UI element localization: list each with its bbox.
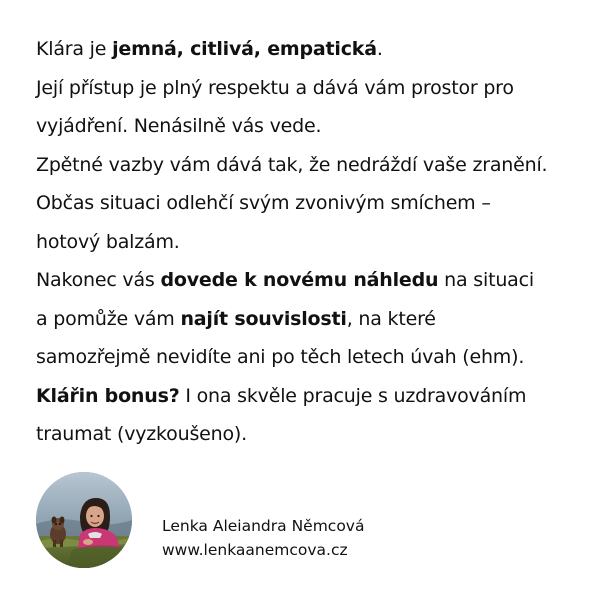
- testimonial-text: [36, 30, 588, 454]
- text-segment: Klára je: [36, 38, 113, 60]
- text-segment: , na které: [346, 307, 436, 330]
- text-segment: Nakonec vás: [36, 269, 161, 291]
- testimonial-line: Její přístup je plný respektu a dává vám prostor pro: [36, 76, 514, 99]
- testimonial-line: hotový balzám.: [36, 230, 180, 253]
- text-segment: I ona skvěle pracuje s uzdravováním: [179, 384, 527, 407]
- author-block: [36, 472, 556, 572]
- bold-highlight: jemná, citlivá, empatická: [112, 38, 377, 60]
- author-name: Lenka Aleiandra Němcová: [162, 517, 365, 535]
- bold-highlight: Klářin bonus?: [36, 384, 180, 407]
- text-segment: na situaci: [438, 269, 534, 291]
- testimonial-line: [36, 30, 588, 69]
- testimonial-line: Zpětné vazby vám dává tak, že nedráždí vaše zranění.: [36, 153, 548, 176]
- bold-highlight: dovede k novému náhledu: [160, 269, 439, 291]
- testimonial-line: [36, 261, 588, 300]
- bold-highlight: najít souvislosti: [180, 307, 347, 330]
- testimonial-line: [36, 300, 588, 339]
- text-segment: .: [376, 38, 383, 60]
- testimonial-line: vyjádření. Nenásilně vás vede.: [36, 115, 322, 137]
- avatar: [36, 472, 132, 568]
- testimonial-line: Občas situaci odlehčí svým zvonivým smíchem –: [36, 192, 491, 214]
- avatar-photo-icon: [36, 472, 132, 568]
- testimonial-line: traumat (vyzkoušeno).: [36, 423, 247, 445]
- author-info: [162, 514, 364, 562]
- text-segment: a pomůže vám: [36, 307, 181, 330]
- testimonial-line: samozřejmě nevidíte ani po těch letech úvah (ehm).: [36, 346, 525, 368]
- author-website-link[interactable]: www.lenkaanemcova.cz: [162, 541, 348, 559]
- testimonial-line: [36, 377, 588, 416]
